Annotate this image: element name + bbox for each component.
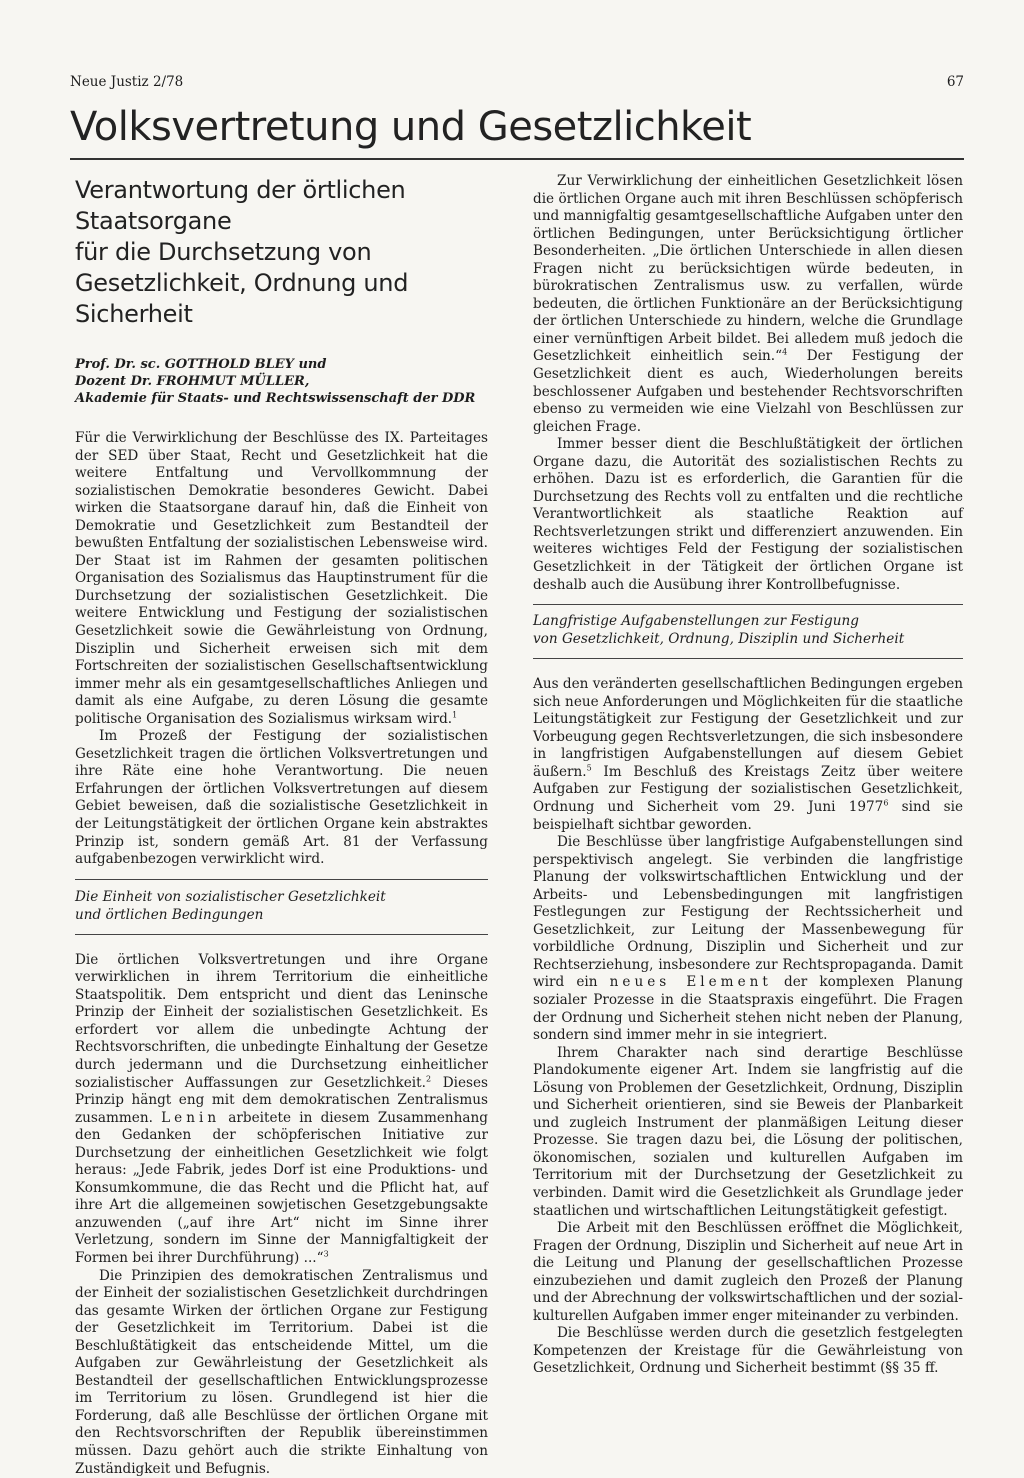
footnote-mark: 6: [883, 798, 889, 808]
section-rule: [75, 879, 488, 880]
footnote-mark: 2: [425, 1073, 432, 1083]
author-line: Dozent Dr. FROHMUT MÜLLER,: [75, 374, 310, 389]
section-rule: [533, 658, 963, 659]
paragraph: Die Beschlüsse werden durch die gesetzlich festgelegten Kompetenzen der Kreistage für die Gewährleistung von Gesetzlichkeit, Ordnung und Sicherheit bestimmt (§§ 35 ff.: [533, 1325, 963, 1377]
subtitle-line: für die Durchsetzung von: [75, 238, 372, 266]
author-affiliation: Akademie für Staats- und Rechtswissenschaft der DDR: [75, 391, 476, 406]
paragraph: Die Prinzipien des demokratischen Zentralismus und der Einheit der sozialistischen Gesetzlichkeit durchdringen das gesamte Wirken der örtlichen Organe zur Festigung der Gesetzlichkeit im Territorium. Dabei ist die Beschlußtätigkeit das entscheidende Mittel, um die Aufgaben zur Gewährleistung der Gesetzlichkeit als Bestandteil der gesellschaftlichen Entwicklungsprozesse im Territorium zu lösen. Grundlegend ist hier die Forderung, daß alle Beschlüsse der örtlichen Organe mit den Rechtsvorschriften der Republik übereinstimmen müssen. Dazu gehört auch die strikte Einhaltung von Zuständigkeit und Befugnis.: [75, 1267, 488, 1477]
emphasized-name: Lenin: [161, 1109, 221, 1126]
page-number: 67: [946, 74, 964, 90]
footnote-mark: 4: [782, 347, 788, 357]
section-rule: [533, 604, 963, 605]
section-heading: Die Einheit von sozialistischer Gesetzlichkeit und örtlichen Bedingungen: [75, 888, 386, 923]
paragraph: Immer besser dient die Beschlußtätigkeit der örtlichen Organe dazu, die Autorität des sozialistischen Rechts zu erhöhen. Dazu ist es erforderlich, die Garantien für die Durchsetzung des Rechts voll zu entfalten und die rechtliche Verantwortlichkeit als staatliche Reaktion auf Rechtsverletzungen strikt und differenziert anzuwenden. Ein weiteres wichtiges Feld der Festigung der sozialistischen Gesetzlichkeit in der Tätigkeit der örtlichen Organe ist deshalb auch die Ausübung ihrer Kontrollbefugnisse.: [533, 436, 963, 593]
author-line: Prof. Dr. sc. GOTTHOLD BLEY und: [75, 357, 327, 372]
article-subtitle: [75, 175, 488, 330]
right-column: [533, 173, 963, 1378]
subtitle-line: Gesetzlichkeit, Ordnung und Sicherheit: [75, 269, 409, 328]
authors: [75, 356, 488, 407]
paragraph: Die Beschlüsse über langfristige Aufgabenstellungen sind perspektivisch angelegt. Sie verbinden die langfristige Planung der volkswirtschaftlichen Entwicklung und der Arbeits- und Lebensbedingungen mit langfristigen Festlegungen zur Festigung der Rechtssicherheit und Gesetzlichkeit, zur Leitung der Massenbewegung für vorbildliche Ordnung, Disziplin und Sicherheit und zur Rechtserziehung, insbesondere zur Rechtspropaganda. Damit wird ein neues Element der komplexen Planung sozialer Prozesse in die Staatspraxis eingeführt. Die Fragen der Ordnung und Sicherheit stehen nicht neben der Planung, sondern sind immer mehr in sie integriert.: [533, 834, 963, 1044]
paragraph: Zur Verwirklichung der einheitlichen Gesetzlichkeit lösen die örtlichen Organe auch mit ihren Beschlüssen schöpferisch und mannigfaltig gesamtgesellschaftliche Aufgaben unter den örtlichen Bedingungen, unter Berücksichtigung örtlicher Besonderheiten. „Die örtlichen Unterschiede in allen diesen Fragen nicht zu berücksichtigen würde bedeuten, in bürokratischen Zentralismus usw. zu verfallen, würde bedeuten, die örtlichen Funktionäre an der Berücksichtigung der örtlichen Unterschiede zu hindern, welche die Grundlage einer vernünftigen Arbeit bildet. Bei alledem muß jedoch die Gesetzlichkeit einheitlich sein.“$^4$ Der Festigung der Gesetzlichkeit dient es auch, Wiederholungen bereits beschlossener Aufgaben und bestehender Rechtsvorschriften ebenso zu vermeiden wie eine Vielzahl von Beschlüssen zur gleichen Frage.: [533, 173, 963, 435]
subtitle-line: Verantwortung der örtlichen Staatsorgane: [75, 176, 406, 235]
footnote-mark: 1: [452, 710, 458, 720]
footnote-mark: 5: [586, 763, 592, 773]
emphasized-term: neues Element: [609, 974, 772, 991]
paragraph: Die Arbeit mit den Beschlüssen eröffnet die Möglichkeit, Fragen der Ordnung, Disziplin und Sicherheit auf neue Art in die Leitung und Planung der gesellschaftlichen Prozesse einzubeziehen und damit zugleich den Prozeß der Planung und der Abrechnung der volkswirtschaftlichen und der sozial-kulturellen Aufgaben immer enger miteinander zu verbinden.: [533, 1220, 963, 1324]
title-rule: [70, 158, 964, 160]
paragraph: Aus den veränderten gesellschaftlichen Bedingungen ergeben sich neue Anforderungen und Möglichkeiten für die staatliche Leitungstätigkeit zur Festigung der Gesetzlichkeit und zur Vorbeugung gegen Rechtsverletzungen, die sich insbesondere in langfristigen Aufgabenstellungen auf diesem Gebiet äußern.$^5$ Im Beschluß des Kreistags Zeitz über weitere Aufgaben zur Festigung der sozialistischen Gesetzlichkeit, Ordnung und Sicherheit vom 29. Juni 1977$^6$ sind sie beispielhaft sichtbar geworden.: [533, 676, 963, 833]
running-header: [70, 74, 964, 96]
section-heading: Langfristige Aufgabenstellungen zur Festigung von Gesetzlichkeit, Ordnung, Disziplin und Sicherheit: [533, 613, 905, 648]
paragraph: Für die Verwirklichung der Beschlüsse des IX. Parteitages der SED über Staat, Recht und Gesetzlichkeit hat die weitere Entfaltung und Vervollkommnung der sozialistischen Demokratie besonderes Gewicht. Dabei wirken die Staatsorgane darauf hin, daß die Einheit von Demokratie und Gesetzlichkeit zum Bestandteil der bewußten Entfaltung der sozialistischen Lebensweise wird. Der Staat ist im Rahmen der gesamten politischen Organisation des Sozialismus das Hauptinstrument für die Durchsetzung der sozialistischen Gesetzlichkeit. Die weitere Entwicklung und Festigung der sozialistischen Gesetzlichkeit sowie die Gewährleistung von Ordnung, Disziplin und Sicherheit erweisen sich mit dem Fortschreiten der sozialistischen Gesellschaftsentwicklung immer mehr als ein gesamtgesellschaftliches Anliegen und damit als eine Aufgabe, zu deren Lösung die gesamte politische Organisation des Sozialismus wirksam wird.$^1$: [75, 430, 488, 727]
left-column: [75, 175, 488, 1478]
main-title: Volksvertretung und Gesetzlichkeit: [70, 104, 752, 150]
journal-issue: Neue Justiz 2/78: [70, 74, 184, 90]
footnote-mark: 3: [323, 1249, 329, 1259]
paragraph: Die örtlichen Volksvertretungen und ihre Organe verwirklichen in ihrem Territorium die einheitliche Staatspolitik. Dem entspricht und dient das Leninsche Prinzip der Einheit der sozialistischen Gesetzlichkeit. Es erfordert vor allem die unbedingte Achtung der Rechtsvorschriften, die unbedingte Einhaltung der Gesetze durch jedermann und die Durchsetzung einheitlicher sozialistischer Auffassungen zur Gesetzlichkeit.$^2$ Dieses Prinzip hängt eng mit dem demokratischen Zentralismus zusammen. Lenin arbeitete in diesem Zusammenhang den Gedanken der schöpferischen Initiative zur Durchsetzung der einheitlichen Gesetzlichkeit wie folgt heraus: „Jede Fabrik, jedes Dorf ist eine Produktions- und Konsumkommune, die das Recht und die Pflicht hat, auf ihre Art die allgemeinen sowjetischen Gesetzgebungsakte anzuwenden („auf ihre Art“ nicht im Sinne ihrer Verletzung, sondern im Sinne der Mannigfaltigkeit der Formen bei ihrer Durchführung) ...“$^3$: [75, 951, 488, 1266]
section-rule: [75, 934, 488, 935]
paragraph: Ihrem Charakter nach sind derartige Beschlüsse Plandokumente eigener Art. Indem sie langfristig auf die Lösung von Problemen der Gesetzlichkeit, Ordnung, Disziplin und Sicherheit orientieren, sind sie Beweis der Planbarkeit und zugleich Instrument der planmäßigen Leitung dieser Prozesse. Sie tragen dazu bei, die Lösung der politischen, ökonomischen, sozialen und kulturellen Aufgaben im Territorium mit der Durchsetzung der Gesetzlichkeit zu verbinden. Damit wird die Gesetzlichkeit als Grundlage jeder staatlichen und wirtschaftlichen Leitungstätigkeit gefestigt.: [533, 1044, 963, 1219]
paragraph: Im Prozeß der Festigung der sozialistischen Gesetzlichkeit tragen die örtlichen Volksvertretungen und ihre Räte eine hohe Verantwortung. Die neuen Erfahrungen der örtlichen Volksvertretungen auf diesem Gebiet beweisen, daß die sozialistische Gesetzlichkeit in der Leitungstätigkeit der örtlichen Organe kein abstraktes Prinzip ist, sondern gemäß Art. 81 der Verfassung aufgabenbezogen verwirklicht wird.: [75, 728, 488, 868]
